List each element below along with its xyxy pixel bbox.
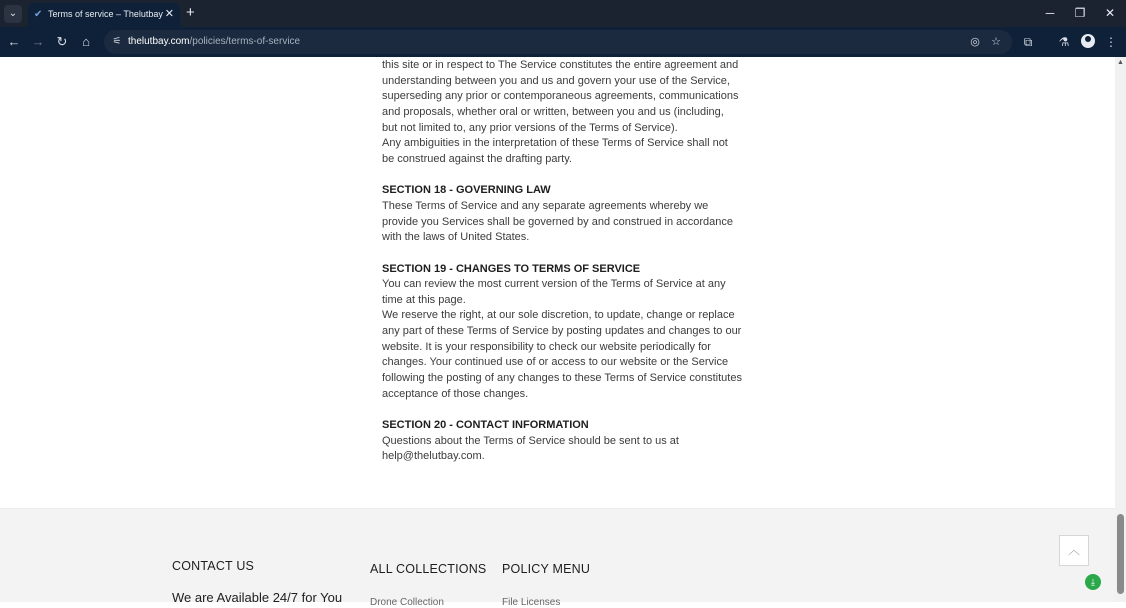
back-to-top-button[interactable] (1059, 535, 1089, 566)
scroll-up-icon[interactable]: ▲ (1117, 59, 1124, 66)
section-19-text: You can review the most current version of the Terms of Service at any time at this page. (382, 278, 726, 306)
tune-icon[interactable]: ⚟ (112, 36, 122, 47)
tab-title: Terms of service – Thelutbay (48, 9, 163, 19)
policy-heading: POLICY MENU (502, 562, 591, 576)
window-close-icon[interactable]: ✕ (1104, 6, 1116, 20)
star-icon[interactable]: ☆ (991, 36, 1001, 48)
site-footer (0, 508, 1115, 608)
minimize-icon[interactable]: ─ (1045, 6, 1055, 20)
section-19-heading: SECTION 19 - CHANGES TO TERMS OF SERVICE (382, 262, 641, 275)
more-vert-icon[interactable]: ⋮ (1105, 35, 1117, 49)
contact-heading: CONTACT US (172, 559, 255, 573)
eye-off-icon[interactable]: ◎ (970, 36, 980, 48)
terms-content (382, 58, 742, 465)
scrollbar-thumb[interactable] (1117, 514, 1124, 594)
section-20-heading: SECTION 20 - CONTACT INFORMATION (382, 419, 589, 432)
page-scrollbar[interactable] (1115, 57, 1126, 602)
address-bar[interactable] (104, 30, 1012, 54)
tab-strip (0, 0, 1126, 27)
home-icon[interactable]: ⌂ (82, 34, 90, 49)
arrow-right-icon[interactable]: → (31, 34, 45, 49)
close-icon[interactable]: ✕ (164, 8, 174, 20)
collections-heading: ALL COLLECTIONS (370, 562, 487, 576)
section-19-text: We reserve the right, at our sole discretion, to update, change or replace any part of these Terms of Service by posting updates and changes to our website. It is your responsibility to check our website periodically for changes. Your continued use of or access to our website or the Service following the posting of any changes to these Terms of Service constitutes acceptance of those changes. (382, 309, 742, 400)
flask-icon[interactable]: ⚗ (1058, 35, 1070, 49)
site-favicon-icon: ✔ (34, 9, 43, 20)
plus-icon[interactable]: + (186, 4, 195, 21)
active-tab[interactable] (28, 3, 180, 27)
section-18-heading: SECTION 18 - GOVERNING LAW (382, 184, 551, 197)
restore-icon[interactable]: ❐ (1074, 6, 1086, 20)
url-text[interactable]: thelutbay.com/policies/terms-of-service (128, 36, 301, 47)
footer-link-policy[interactable]: File Licenses (502, 597, 561, 608)
contact-availability: We are Available 24/7 for You (172, 590, 343, 605)
chat-widget-icon[interactable]: ⤓ (1085, 574, 1101, 590)
avatar-icon[interactable] (1081, 34, 1095, 48)
section-17-text: this site or in respect to The Service constitutes the entire agreement and understanding between you and us and govern your use of the Service, superseding any prior or contemporaneous agreements, communications and proposals, whether oral or written, between you and us (including, but not limited to, any prior versions of the Terms of Service). (382, 59, 739, 134)
puzzle-icon[interactable]: ⧉ (1023, 35, 1033, 49)
section-20-text: Questions about the Terms of Service should be sent to us at help@thelutbay.com. (382, 434, 679, 463)
browser-toolbar (0, 27, 1126, 57)
chevron-down-icon[interactable]: ⌄ (4, 5, 22, 23)
arrow-left-icon[interactable]: ← (7, 34, 21, 49)
section-17-text: Any ambiguities in the interpretation of these Terms of Service shall not be construed against the drafting party. (382, 137, 728, 165)
chevron-up-icon: ︿ (1067, 543, 1080, 557)
reload-icon[interactable]: ↻ (56, 34, 68, 49)
footer-link-collection[interactable]: Drone Collection (370, 597, 444, 608)
section-18-text: These Terms of Service and any separate agreements whereby we provide you Services shall be governed by and construed in accordance with the laws of United States. (382, 199, 733, 244)
